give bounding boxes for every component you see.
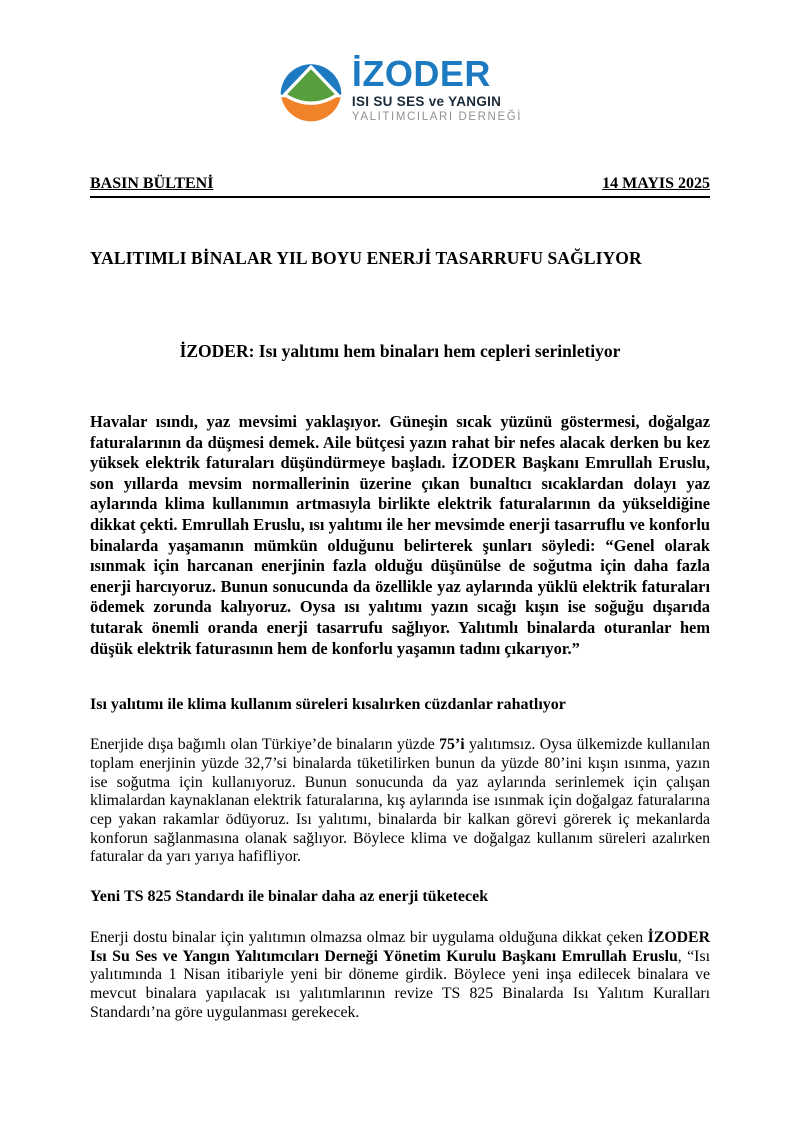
section1-heading: Isı yalıtımı ile klima kullanım süreleri kısalırken cüzdanlar rahatlıyor (90, 696, 566, 714)
logo-tagline-2: YALITIMCILARI DERNEĞİ (351, 110, 523, 123)
section2-heading: Yeni TS 825 Standardı ile binalar daha az enerji tüketecek (90, 888, 489, 906)
press-header-rule (90, 175, 710, 198)
logo-tagline-1: ISI SU SES ve YANGIN (351, 94, 502, 109)
doc-type-label: BASIN BÜLTENİ (90, 175, 214, 192)
logo-text (351, 53, 523, 123)
press-date: 14 MAYIS 2025 (602, 175, 710, 192)
subheadline: İZODER: Isı yalıtımı hem binaları hem cepleri serinletiyor (179, 341, 621, 361)
izoder-logo (90, 53, 710, 123)
section2-paragraph: Enerji dostu binalar için yalıtımın olmazsa olmaz bir uygulama olduğuna dikkat çeken İZODER Isı Su Ses ve Yangın Yalıtımcıları Derneği Yönetim Kurulu Başkanı Emrullah Eruslu, “Isı yalıtımında 1 Nisan itibariyle yeni bir döneme girdik. Böylece yeni inşa edilecek binalara ve mevcut binalara yapılacak ısı yalıtımlarının revize TS 825 Binalarda Isı Yalıtım Kuralları Standardı’na göre uygulanması gerekecek. (90, 929, 710, 1021)
lead-paragraph: Havalar ısındı, yaz mevsimi yaklaşıyor. Güneşin sıcak yüzünü göstermesi, doğalgaz faturalarının da düşmesi demek. Aile bütçesi yazın rahat bir nefes alacak derken bu kez yüksek elektrik faturaları düşündürmeye başladı. İZODER Başkanı Emrullah Eruslu, son yıllarda mevsim normallerinin üzerine çıkan bunaltıcı sıcaklardan dolayı yaz aylarında klima kullanımın artmasıyla birlikte elektrik faturalarının da yükseldiğine dikkat çekti. Emrullah Eruslu, ısı yalıtımı ile her mevsimde enerji tasarruflu ve konforlu binalarda yaşamanın mümkün olduğunu belirterek şunları söyledi: “Genel olarak ısınmak için harcanan enerjinin fazla olduğu düşünülse de soğutma için daha fazla enerji harcıyoruz. Bunun sonucunda da özellikle yaz aylarında yüklü elektrik faturaları ödemek zorunda kalıyoruz. Oysa ısı yalıtımı yazın sıcağı kışın ise soğuğu dışarıda tutarak önemli oranda enerji tasarrufu sağlıyor. Yalıtımlı binalarda oturanlar hem düşük elektrik faturasının hem de konforlu yaşamın tadını çıkarıyor.” (90, 412, 710, 658)
headline: YALITIMLI BİNALAR YIL BOYU ENERJİ TASARRUFU SAĞLIYOR (90, 248, 642, 268)
izoder-logo-icon (278, 57, 344, 123)
logo-brand-name: İZODER (351, 53, 491, 94)
section1-paragraph: Enerjide dışa bağımlı olan Türkiye’de binaların yüzde 75’i yalıtımsız. Oysa ülkemizde kullanılan toplam enerjinin yüzde 32,7’si binalarda tüketilirken bunun da yüzde 80’ini kışın ısınma, yazın ise soğutma için kullanıyoruz. Bunun sonucunda da yaz aylarında serinlemek için çalışan klimalardan kaynaklanan elektrik faturalarına, kış aylarında ise ısınmak için doğalgaz faturalarına cep yakan rakamlar ödüyoruz. Isı yalıtımı, binalarda bir kalkan görevi görerek iç mekanlarda konforun sağlanmasına olanak sağlıyor. Böylece klima ve doğalgaz kullanım süreleri azalırken faturalar da yarı yarıya hafifliyor. (90, 736, 710, 866)
